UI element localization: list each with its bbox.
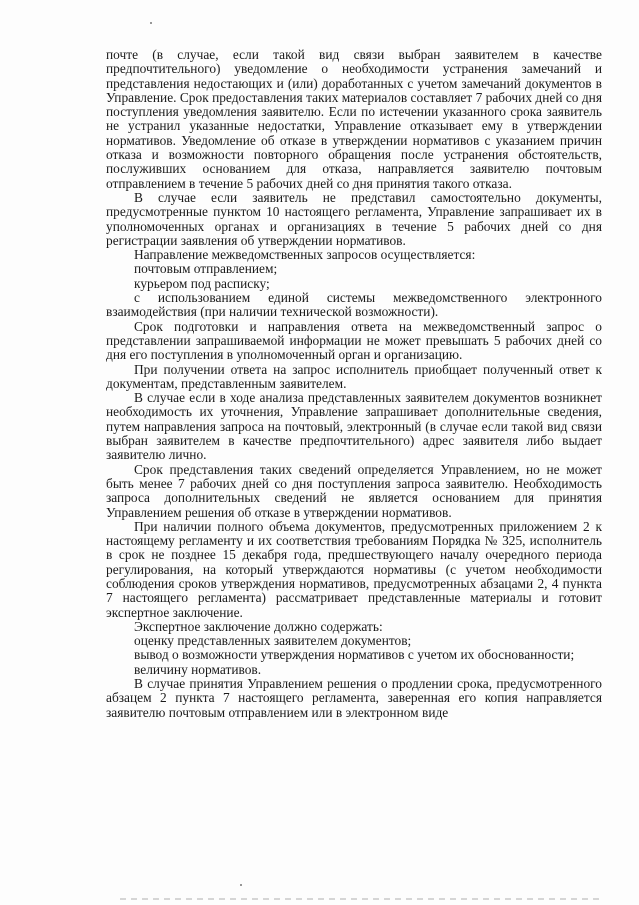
paragraph-expert-conclusion: Экспертное заключение должно содержать: — [134, 618, 383, 634]
list-item-conclusion: вывод о возможности утверждения нормативов с учетом их обоснованности; — [134, 647, 575, 663]
paragraph-extension: В случае принятия Управлением решения о продлении срока, предусмотренного абзацем 2 пункта 7 настоящего регламента, заверенная его копия направляется заявителю почтовым отправлением или в электронном виде — [106, 676, 602, 720]
paragraph-clarification-term: Срок представления таких сведений определяется Управлением, но не может быть менее 7 рабочих дней со дня поступления запроса заявителю. Необходимость запроса дополнительных сведений не является основанием для принятия Управлением решения об отказе в утверждении нормативов. — [106, 461, 602, 520]
paragraph-response-attach: При получении ответа на запрос исполнитель приобщает полученный ответ к документам, представленным заявителем. — [106, 361, 602, 391]
list-item-electronic: с использованием единой системы межведомственного электронного взаимодействия (при наличии технической возможности). — [106, 290, 602, 320]
scan-bottom-edge — [120, 898, 599, 900]
scan-speck — [150, 22, 152, 24]
list-item-assessment: оценку представленных заявителем документов; — [134, 633, 412, 649]
scan-speck — [240, 884, 242, 886]
paragraph-response-term: Срок подготовки и направления ответа на межведомственный запрос о представлении запрашиваемой информации не может превышать 5 рабочих дней со дня его поступления в уполномоченный орган и организацию. — [106, 318, 602, 363]
paragraph-full-docs: При наличии полного объема документов, предусмотренных приложением 2 к настоящему регламенту и их соответствия требованиям Порядка № 325, исполнитель в срок не позднее 15 декабря года, предшествующего началу очередного периода регулирования, на который утверждаются нормативы (с учетом необходимости соблюдения сроков утверждения нормативов, предусмотренных абзацами 2, 4 пункта 7 настоящего регламента) рассматривает представленные материалы и готовит экспертное заключение. — [106, 518, 602, 620]
list-item-mail: почтовым отправлением; — [134, 261, 278, 277]
paragraph-clarification: В случае если в ходе анализа представленных заявителем документов возникнет необходимость их уточнения, Управление запрашивает дополнительные сведения, путем направления запроса на почтовый, электронный (в случае если такой вид связи выбран заявителем в качестве предпочтительного) адрес заявителя либо выдает заявителю лично. — [106, 390, 602, 463]
document-body — [106, 48, 602, 720]
list-item-courier: курьером под расписку; — [134, 275, 270, 291]
paragraph-3: Направление межведомственных запросов осуществляется: — [134, 247, 476, 263]
list-item-value: величину нормативов. — [134, 661, 262, 677]
paragraph-2: В случае если заявитель не представил самостоятельно документы, предусмотренные пунктом 10 настоящего регламента, Управление запрашивает их в уполномоченных органах и организациях в течение 5 рабочих дней со дня регистрации заявления об утверждении нормативов. — [106, 189, 602, 248]
paragraph-1: почте (в случае, если такой вид связи выбран заявителем в качестве предпочтительного) уведомление о необходимости устранения замечаний и представления недостающих и (или) доработанных с учетом замечаний документов в Управление. Срок предоставления таких материалов составляет 7 рабочих дней со дня поступления уведомления заявителю. Если по истечении указанного срока заявитель не устранил указанные недостатки, Управление отказывает ему в утверждении нормативов. Уведомление об отказе в утверждении нормативов с указанием причин отказа и возможности повторного обращения после устранения обстоятельств, послуживших основанием для отказа, направляется заявителю почтовым отправлением в течение 5 рабочих дней со дня принятия такого отказа. — [106, 47, 602, 191]
